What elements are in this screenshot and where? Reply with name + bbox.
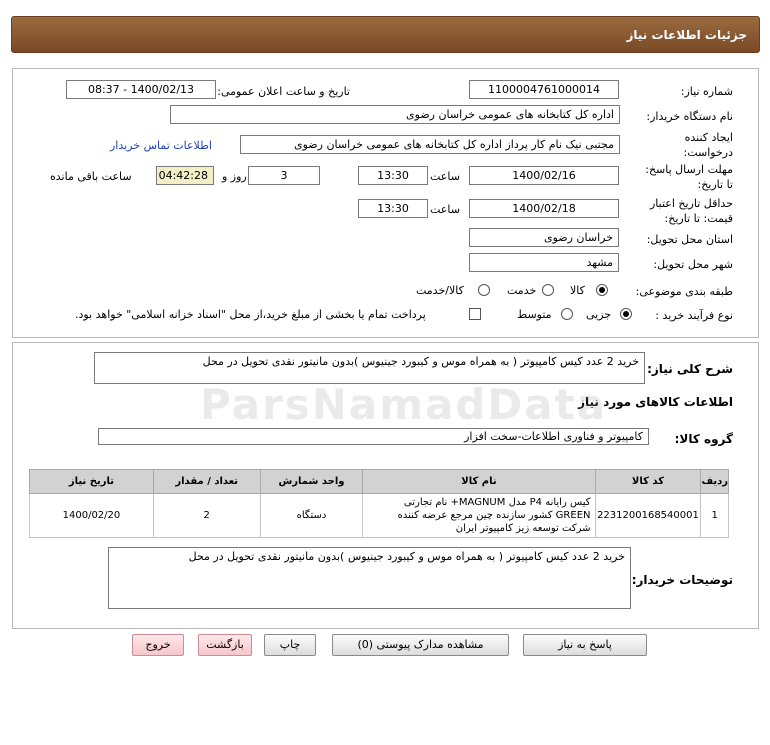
category-radio-both[interactable] bbox=[478, 284, 490, 296]
general-desc-label: شرح کلی نیاز: bbox=[647, 362, 733, 376]
remaining-label: ساعت باقی مانده bbox=[50, 170, 132, 183]
col-name: نام کالا bbox=[363, 470, 595, 494]
reply-button[interactable]: پاسخ به نیاز bbox=[523, 634, 647, 656]
days-field: 3 bbox=[248, 166, 320, 185]
need-number-label: شماره نیاز: bbox=[680, 85, 733, 98]
process-label: نوع فرآیند خرید : bbox=[655, 309, 733, 322]
cell-code: 2231200168540001 bbox=[595, 494, 701, 538]
col-row: ردیف bbox=[701, 470, 729, 494]
print-button[interactable]: چاپ bbox=[264, 634, 316, 656]
reply-time-field: 13:30 bbox=[358, 166, 428, 185]
process-radio-medium[interactable] bbox=[561, 308, 573, 320]
reply-time-label: ساعت bbox=[430, 170, 460, 183]
goods-group-label: گروه کالا: bbox=[674, 432, 733, 446]
announce-field: 1400/02/13 - 08:37 bbox=[66, 80, 216, 99]
reply-date-field: 1400/02/16 bbox=[469, 166, 619, 185]
col-unit: واحد شمارش bbox=[260, 470, 363, 494]
goods-table bbox=[29, 469, 729, 538]
cell-name: کیس رایانه P4 مدل MAGNUM+ نام تجارتی GREEN کشور سازنده چین مرجع عرضه کننده شرکت توسعه زیز کامپیوتر ایران bbox=[363, 494, 595, 538]
buyer-notes-label: توضیحات خریدار: bbox=[631, 573, 733, 587]
creator-label: ایجاد کننده درخواست: bbox=[683, 131, 733, 159]
goods-info-title: اطلاعات کالاهای مورد نیاز bbox=[578, 395, 733, 409]
creator-field: مجتبی نیک نام کار پرداز اداره کل کتابخانه های عمومی خراسان رضوی bbox=[240, 135, 620, 154]
province-label: استان محل تحویل: bbox=[646, 233, 733, 246]
days-label: روز و bbox=[222, 170, 247, 183]
buyer-org-field: اداره کل کتابخانه های عمومی خراسان رضوی bbox=[170, 105, 620, 124]
process-radio-partial[interactable] bbox=[620, 308, 632, 320]
process-option-partial: جزیی bbox=[586, 308, 612, 321]
cell-date: 1400/02/20 bbox=[30, 494, 154, 538]
col-date: تاریخ نیاز bbox=[30, 470, 154, 494]
process-option-medium: متوسط bbox=[517, 308, 552, 321]
city-field: مشهد bbox=[469, 253, 619, 272]
col-qty: تعداد / مقدار bbox=[153, 470, 260, 494]
category-radio-service[interactable] bbox=[542, 284, 554, 296]
validity-time-field: 13:30 bbox=[358, 199, 428, 218]
need-number-field: 1100004761000014 bbox=[469, 80, 619, 99]
buyer-notes-field: خرید 2 عدد کیس کامپیوتر ( به همراه موس و کیبورد جینیوس )بدون مانیتور نقدی تحویل در محل bbox=[108, 547, 631, 609]
goods-table-header bbox=[30, 470, 729, 494]
page-title: جزئیات اطلاعات نیاز bbox=[626, 28, 747, 42]
buyer-org-label: نام دستگاه خریدار: bbox=[646, 110, 733, 123]
cell-row: 1 bbox=[701, 494, 729, 538]
reply-deadline-label: مهلت ارسال پاسخ: تا تاریخ: bbox=[645, 163, 733, 191]
table-row bbox=[30, 494, 729, 538]
page-header bbox=[11, 16, 760, 53]
validity-date-field: 1400/02/18 bbox=[469, 199, 619, 218]
cell-qty: 2 bbox=[153, 494, 260, 538]
category-option-both: کالا/خدمت bbox=[416, 284, 464, 297]
remaining-time-field: 04:42:28 bbox=[156, 166, 214, 185]
back-button[interactable]: بازگشت bbox=[198, 634, 252, 656]
col-code: کد کالا bbox=[595, 470, 701, 494]
validity-time-label: ساعت bbox=[430, 203, 460, 216]
announce-label: تاریخ و ساعت اعلان عمومی: bbox=[217, 85, 350, 98]
cell-unit: دستگاه bbox=[260, 494, 363, 538]
exit-button[interactable]: خروج bbox=[132, 634, 184, 656]
attachments-button[interactable]: مشاهده مدارک پیوستی (0) bbox=[332, 634, 509, 656]
category-radio-goods[interactable] bbox=[596, 284, 608, 296]
category-label: طبقه بندی موضوعی: bbox=[635, 285, 733, 298]
contact-info-link[interactable]: اطلاعات تماس خریدار bbox=[110, 139, 212, 152]
province-field: خراسان رضوی bbox=[469, 228, 619, 247]
goods-group-field: کامپیوتر و فناوری اطلاعات-سخت افزار bbox=[98, 428, 649, 445]
city-label: شهر محل تحویل: bbox=[653, 258, 733, 271]
watermark: ParsNamadData bbox=[200, 380, 607, 429]
category-option-goods: کالا bbox=[570, 284, 585, 297]
category-option-service: خدمت bbox=[507, 284, 537, 297]
validity-label: حداقل تاریخ اعتبار قیمت: تا تاریخ: bbox=[649, 197, 733, 225]
treasury-payment-checkbox[interactable] bbox=[469, 308, 481, 320]
general-desc-field: خرید 2 عدد کیس کامپیوتر ( به همراه موس و کیبورد جینیوس )بدون مانیتور نقدی تحویل در محل bbox=[94, 352, 645, 384]
treasury-payment-note: پرداخت تمام یا بخشی از مبلغ خرید،از محل "اسناد خزانه اسلامی" خواهد بود. bbox=[75, 308, 426, 321]
